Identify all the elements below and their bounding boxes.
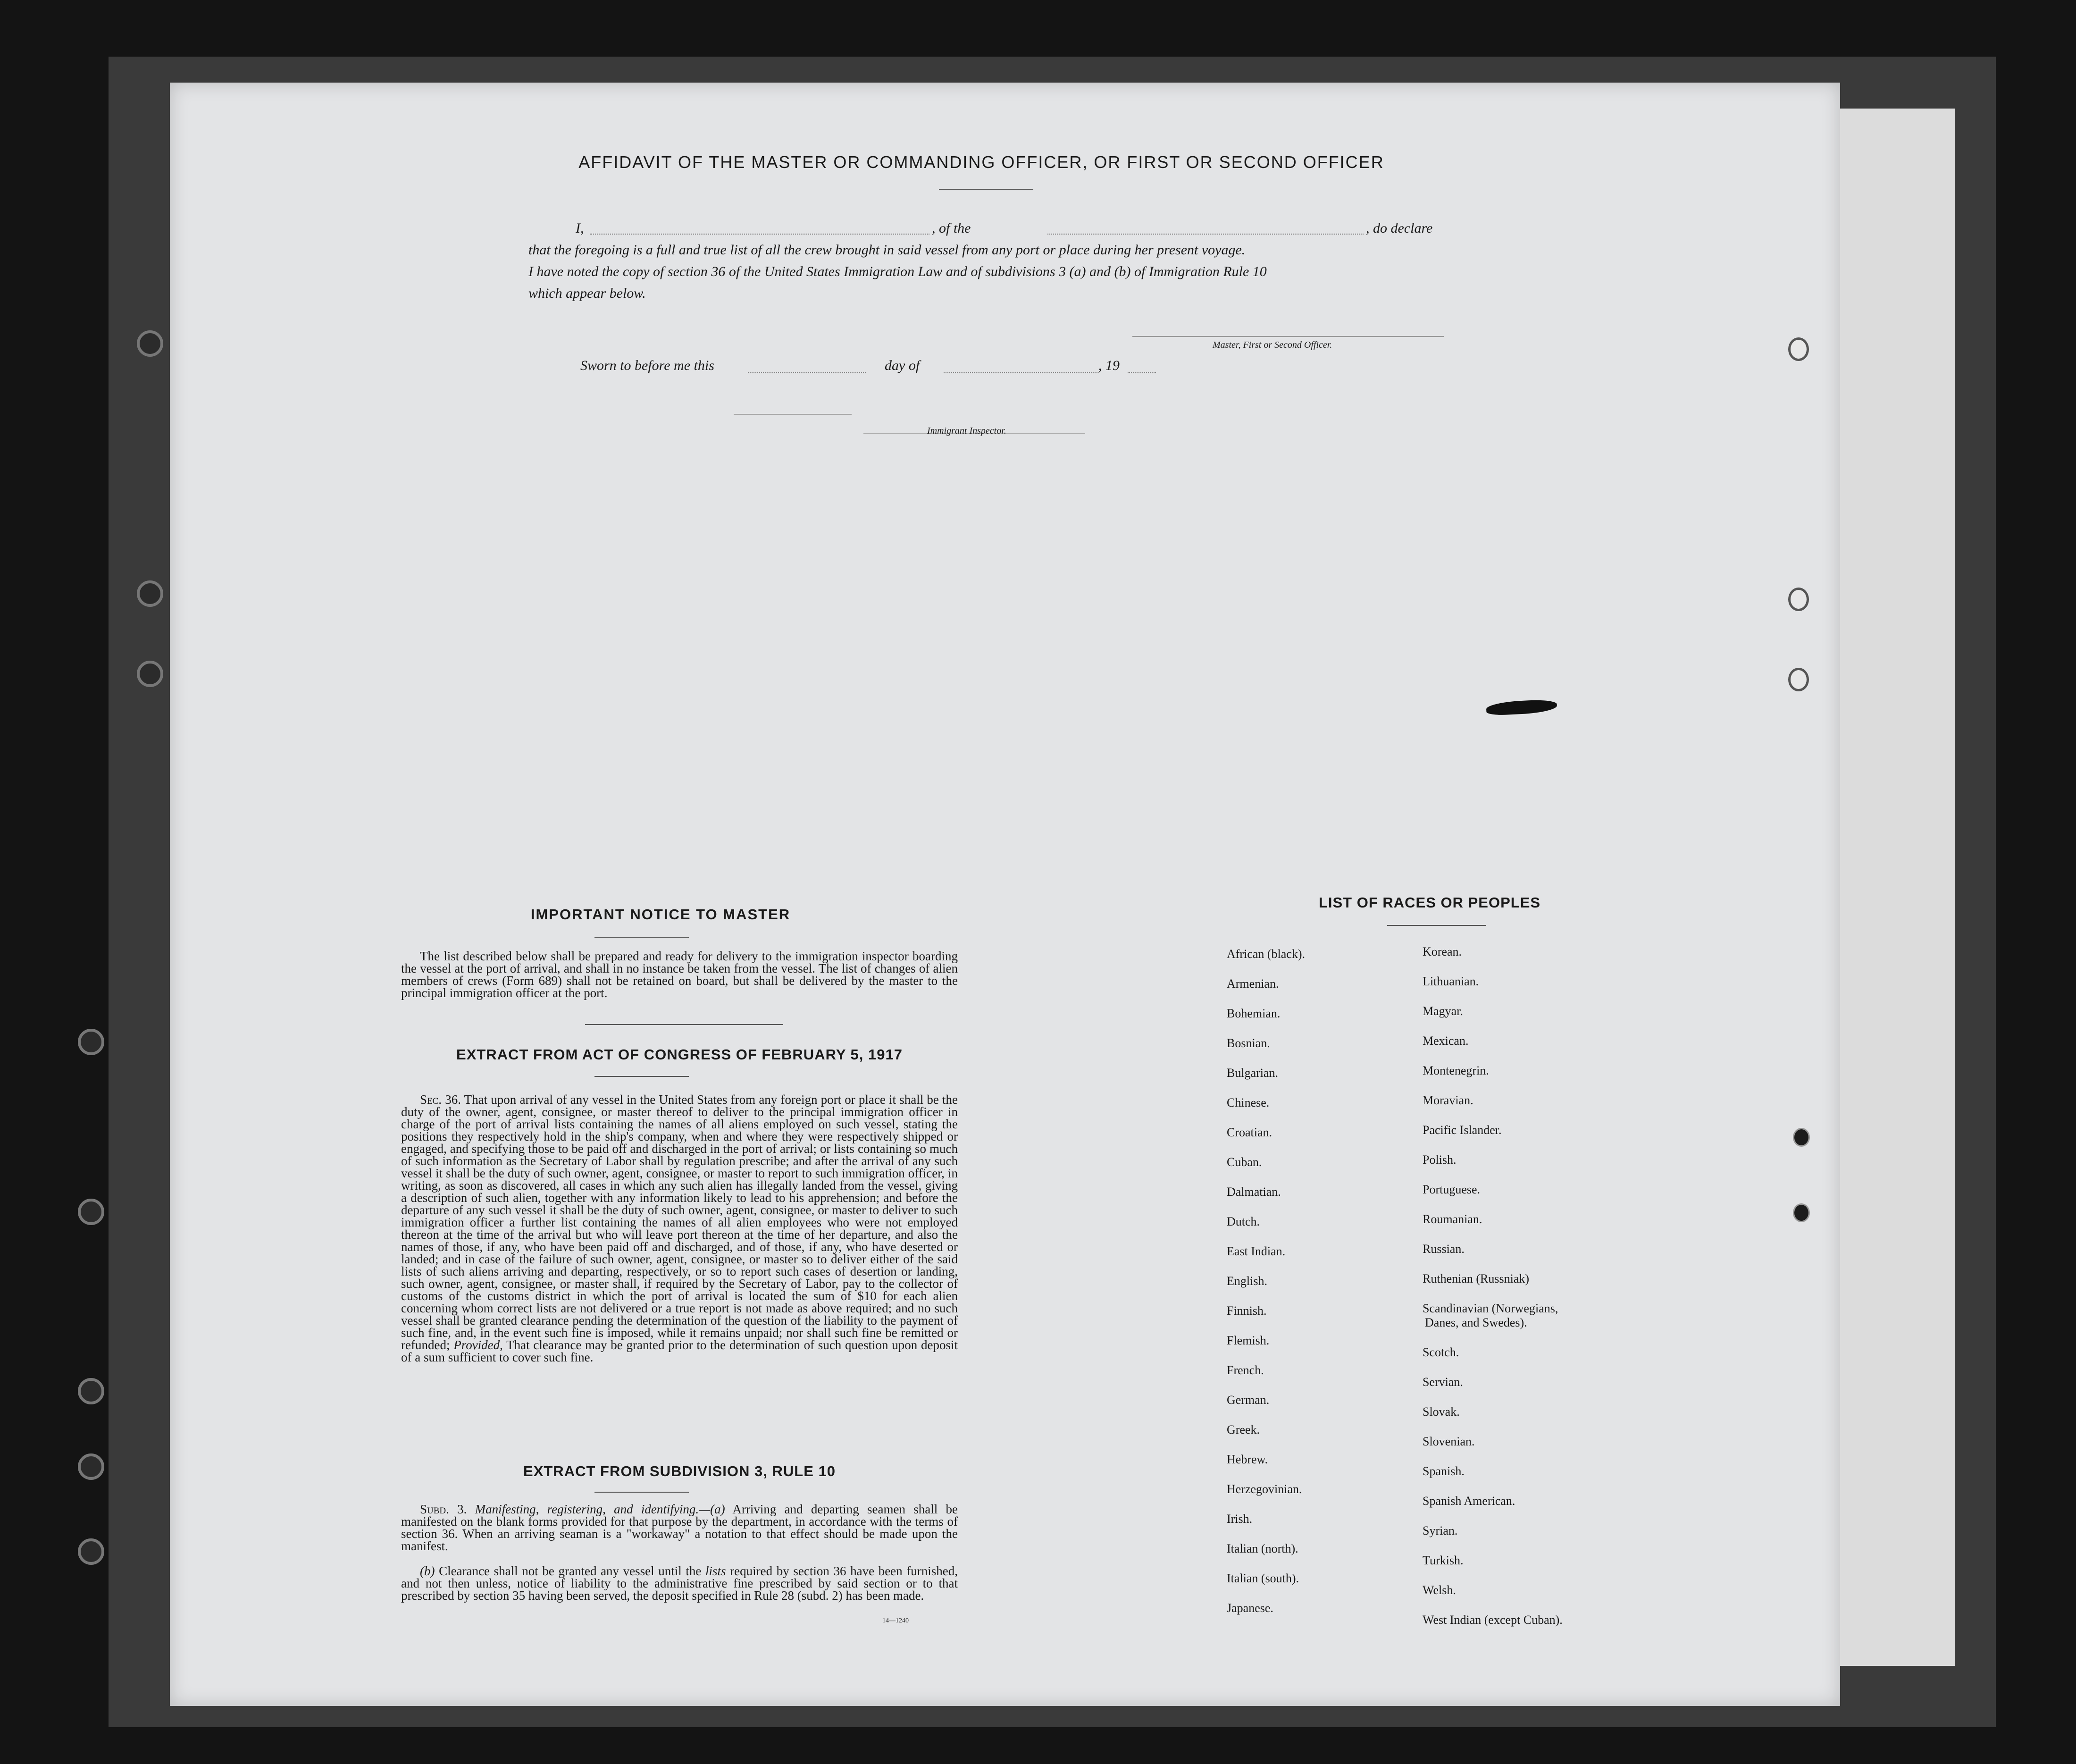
para-b-lists: lists	[705, 1564, 726, 1578]
notice-body: The list described below shall be prepared and ready for delivery to the immigration inspector boarding the vessel at the port of arrival, and shall in no instance be taken from the vessel. The list of changes of alien members of crews (Form 689) shall not be retained on board, but shall be delivered by the master to the principal immigration officer at the port.	[401, 949, 958, 1000]
punch-hole	[1788, 337, 1809, 361]
para-a-text: Arriving and departing seamen shall be manifested on the blank forms provided for that purpose by the department, in accordance with the terms of section 36. When an arriving seaman is a "workaway" a notation to that effect should be made upon the manifest.	[401, 1502, 958, 1553]
binder-hole	[137, 661, 163, 687]
race-item: Greek.	[1227, 1423, 1260, 1436]
blank-year-line	[1128, 372, 1156, 373]
race-item: German.	[1227, 1393, 1270, 1407]
subd-label: Subd. 3.	[420, 1502, 467, 1516]
race-item: Mexican.	[1423, 1034, 1469, 1048]
race-item: Servian.	[1423, 1375, 1463, 1389]
race-item: Syrian.	[1423, 1524, 1458, 1537]
affidavit-line-i: I,	[576, 220, 584, 236]
race-item: Bohemian.	[1227, 1007, 1281, 1020]
punch-hole	[1793, 1128, 1810, 1147]
divider	[939, 189, 1033, 190]
sworn-year: , 19	[1098, 358, 1120, 373]
race-item: Armenian.	[1227, 977, 1279, 991]
race-item: Spanish.	[1423, 1464, 1465, 1478]
race-item: Italian (south).	[1227, 1571, 1299, 1585]
binder-hole	[137, 580, 163, 607]
race-item: African (black).	[1227, 947, 1306, 961]
race-item: Herzegovinian.	[1227, 1482, 1302, 1496]
race-item: Spanish American.	[1423, 1494, 1515, 1508]
section-label: Sec. 36.	[420, 1092, 461, 1107]
punch-hole	[1793, 1203, 1810, 1222]
divider	[594, 937, 689, 938]
para-a-label: —(a)	[699, 1502, 725, 1516]
race-item: Scandinavian (Norwegians,	[1423, 1302, 1558, 1315]
race-item: East Indian.	[1227, 1244, 1286, 1258]
divider	[594, 1076, 689, 1077]
race-item: Croatian.	[1227, 1126, 1272, 1139]
race-item: French.	[1227, 1363, 1264, 1377]
inspector-line	[734, 414, 852, 415]
race-item: Flemish.	[1227, 1334, 1270, 1347]
extract-rule-title: EXTRACT FROM SUBDIVISION 3, RULE 10	[523, 1463, 836, 1479]
extract-act-title: EXTRACT FROM ACT OF CONGRESS OF FEBRUARY 5, 1917	[456, 1046, 903, 1063]
blank-day-line	[748, 372, 866, 373]
blank-month-line	[944, 372, 1099, 373]
binder-hole	[78, 1029, 104, 1055]
race-item: Roumanian.	[1423, 1212, 1482, 1226]
affidavit-title: AFFIDAVIT OF THE MASTER OR COMMANDING OFFICER, OR FIRST OR SECOND OFFICER	[578, 152, 1384, 172]
sworn-prefix: Sworn to before me this	[580, 358, 714, 373]
divider	[585, 1024, 783, 1025]
ink-smudge	[1486, 699, 1557, 716]
signature-caption: Master, First or Second Officer.	[1213, 340, 1332, 350]
race-item: Welsh.	[1423, 1583, 1456, 1597]
affidavit-line-do-declare: , do declare	[1366, 220, 1433, 236]
section-text: That upon arrival of any vessel in the United States from any foreign port or place it shall be the duty of the owner, agent, consignee, or master thereof to deliver to the principal immigration officer in charge of the port of arrival lists containing the names of all aliens employed on such vessel, stating the positions they respectively hold in the ship's company, when and where they were respectively shipped or engaged, and specifying those to be paid off and discharged in the port of arrival; or lists containing so much of such information as the Secretary of Labor shall by regulation prescribe; and after the arrival of any such vessel it shall be the duty of such owner, agent, consignee, or master to report to such immigration officer, in writing, as soon as discovered, all cases in which any such alien has illegally landed from the vessel, giving a description of such alien, together with any information likely to lead to his apprehension; and before the departure of any such vessel it shall be the duty of such owner, agent, consignee, or master to deliver to such immigration officer a further list containing the names of all alien employees who were not employed thereon at the time of the arrival but who will leave port thereon at the time of her departure, and also the names of those, if any, who have been paid off and discharged, and of those, if any, who have deserted or landed; and in case of the failure of such owner, agent, consignee, or master so to deliver either of the said lists of such aliens arriving and departing, respectively, or so to report such cases of desertion or landing, such owner, agent, consignee, or master shall, if required by the Secretary of Labor, pay to the collector of customs of the customs district in which the port of arrival is located the sum of $10 for each alien concerning whom correct lists are not delivered or a true report is not made as above required; and no such vessel shall be granted clearance pending the determination of the question of the liability to the payment of such fine, and, in the event such fine is imposed, while it remains unpaid; nor shall such fine be remitted or refunded;	[401, 1092, 958, 1352]
binder-hole	[137, 330, 163, 357]
binder-hole	[78, 1453, 104, 1480]
race-item: Scotch.	[1423, 1345, 1459, 1359]
race-item: Dalmatian.	[1227, 1185, 1281, 1199]
punch-hole	[1788, 588, 1809, 611]
race-item: Polish.	[1423, 1153, 1457, 1167]
document-page	[170, 83, 1840, 1706]
race-item: Irish.	[1227, 1512, 1253, 1526]
blank-name-line	[590, 234, 929, 235]
race-item: Portuguese.	[1423, 1183, 1481, 1196]
race-item: Moravian.	[1423, 1093, 1473, 1107]
race-item: Cuban.	[1227, 1155, 1262, 1169]
affidavit-line-4: which appear below.	[528, 286, 646, 301]
subd-heading: Manifesting, registering, and identifying.	[475, 1502, 699, 1516]
affidavit-line-of-the: , of the	[932, 220, 971, 236]
para-b-label: (b)	[420, 1564, 435, 1578]
punch-hole	[1788, 668, 1809, 691]
race-item: Russian.	[1423, 1242, 1465, 1256]
affidavit-line-2: that the foregoing is a full and true list of all the crew brought in said vessel from any port or place during her present voyage.	[528, 242, 1246, 258]
divider	[594, 1492, 689, 1493]
section-text-end: That clearance may be granted prior to the determination of such question upon deposit of a sum sufficient to cover such fine.	[401, 1338, 958, 1364]
binder-hole	[78, 1199, 104, 1225]
race-item: Korean.	[1423, 945, 1462, 958]
para-b-end: required by section 36 have been furnished, and not then unless, notice of liability to the administrative fine prescribed by said section or to that prescribed by section 35 having been served, the deposit specified in Rule 28 (subd. 2) has been made.	[401, 1564, 958, 1603]
blank-vessel-line	[1047, 234, 1364, 235]
race-item: Magyar.	[1423, 1004, 1463, 1018]
race-item: Chinese.	[1227, 1096, 1270, 1109]
binder-hole	[78, 1378, 104, 1404]
extract-act-body	[401, 1093, 958, 1363]
race-item: Lithuanian.	[1423, 974, 1479, 988]
race-item: Hebrew.	[1227, 1453, 1268, 1466]
rule-para-a	[401, 1503, 958, 1552]
race-item: English.	[1227, 1274, 1267, 1288]
sworn-day: day of	[885, 358, 920, 373]
rule-para-b	[401, 1565, 958, 1602]
race-item: Slovak.	[1423, 1405, 1460, 1419]
form-number: 14—1240	[882, 1617, 909, 1624]
race-item: Danes, and Swedes).	[1425, 1316, 1527, 1329]
races-title: LIST OF RACES OR PEOPLES	[1318, 894, 1541, 911]
provided-label: Provided,	[453, 1338, 503, 1352]
binder-hole	[78, 1538, 104, 1565]
race-item: Dutch.	[1227, 1215, 1260, 1228]
race-item: Montenegrin.	[1423, 1064, 1489, 1077]
inspector-caption: Immigrant Inspector.	[927, 426, 1006, 436]
race-item: Finnish.	[1227, 1304, 1267, 1318]
race-item: Slovenian.	[1423, 1435, 1475, 1448]
para-b-start: Clearance shall not be granted any vessel until the	[439, 1564, 702, 1578]
race-item: Bosnian.	[1227, 1036, 1270, 1050]
race-item: Japanese.	[1227, 1601, 1273, 1615]
race-item: Italian (north).	[1227, 1542, 1298, 1555]
race-item: Turkish.	[1423, 1554, 1464, 1567]
notice-title: IMPORTANT NOTICE TO MASTER	[530, 906, 791, 923]
race-item: Pacific Islander.	[1423, 1123, 1502, 1137]
race-item: West Indian (except Cuban).	[1423, 1613, 1563, 1627]
affidavit-line-3: I have noted the copy of section 36 of the United States Immigration Law and of subdivisions 3 (a) and (b) of Immigration Rule 10	[528, 264, 1267, 279]
divider	[1387, 925, 1486, 926]
signature-line	[1132, 336, 1444, 337]
race-item: Bulgarian.	[1227, 1066, 1279, 1080]
race-item: Ruthenian (Russniak)	[1423, 1272, 1530, 1285]
